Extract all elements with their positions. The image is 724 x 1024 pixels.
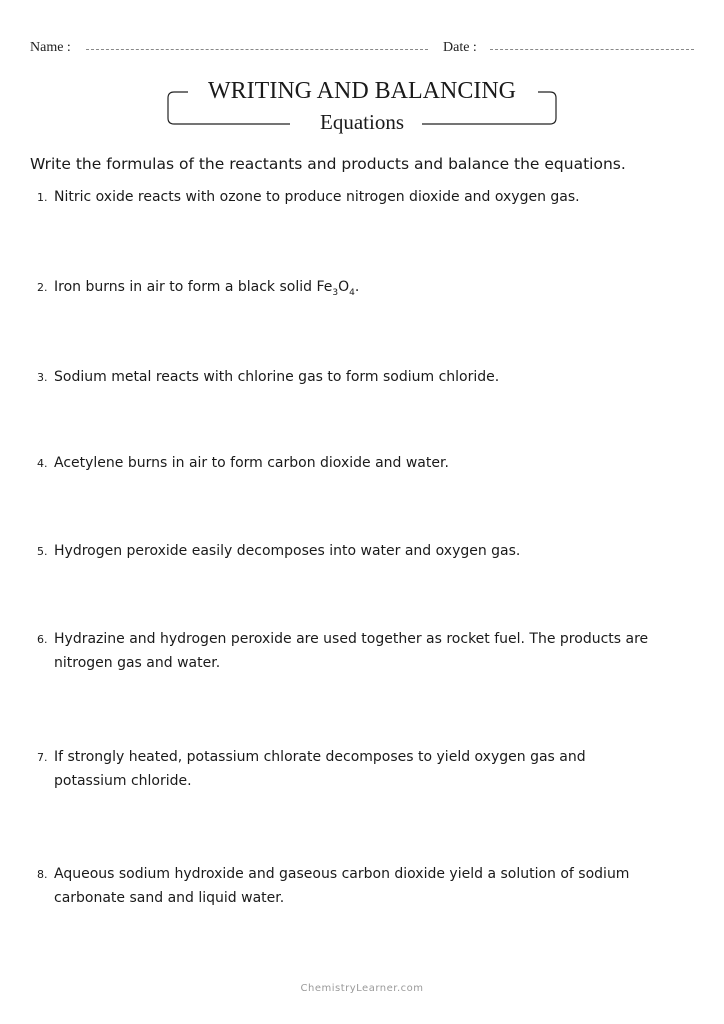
date-field-line[interactable] [490, 49, 694, 50]
question-text [54, 862, 674, 910]
subscript: 3 [332, 287, 339, 298]
question-text-part: O [338, 279, 350, 295]
question-text [54, 627, 674, 675]
question-text: Nitric oxide reacts with ozone to produce nitrogen dioxide and oxygen gas. [54, 189, 580, 205]
question-line: Aqueous sodium hydroxide and gaseous carbon dioxide yield a solution of sodium [54, 866, 630, 882]
question-number: 7. [37, 751, 48, 764]
question-number: 3. [37, 371, 48, 384]
question-line: nitrogen gas and water. [54, 655, 221, 671]
subscript: 4 [349, 287, 355, 298]
question-text: Acetylene burns in air to form carbon dioxide and water. [54, 455, 449, 471]
question-text [54, 745, 674, 793]
name-label: Name : [30, 40, 71, 55]
worksheet-subtitle: Equations [320, 110, 404, 134]
instruction-text: Write the formulas of the reactants and products and balance the equations. [30, 155, 626, 173]
date-label: Date : [443, 40, 477, 55]
worksheet-title: WRITING AND BALANCING [208, 78, 516, 104]
question-line: potassium chloride. [54, 773, 192, 789]
question-text-part: Iron burns in air to form a black solid Fe [54, 279, 333, 295]
footer-watermark: ChemistryLearner.com [300, 983, 424, 994]
question-line: carbonate sand and liquid water. [54, 890, 285, 906]
question-text: Sodium metal reacts with chlorine gas to form sodium chloride. [54, 369, 500, 385]
question-number: 2. [37, 281, 48, 294]
question-number: 4. [37, 457, 48, 470]
question-text [54, 275, 674, 305]
question-number: 6. [37, 633, 48, 646]
question-line: Hydrazine and hydrogen peroxide are used together as rocket fuel. The products are [54, 631, 649, 647]
question-text: Hydrogen peroxide easily decomposes into water and oxygen gas. [54, 543, 521, 559]
question-number: 5. [37, 545, 48, 558]
question-number: 8. [37, 868, 48, 881]
question-line: If strongly heated, potassium chlorate decomposes to yield oxygen gas and [54, 749, 586, 765]
header-row [30, 38, 694, 60]
name-field-line[interactable] [86, 49, 428, 50]
question-number: 1. [37, 191, 48, 204]
question-text-part: . [354, 279, 360, 295]
